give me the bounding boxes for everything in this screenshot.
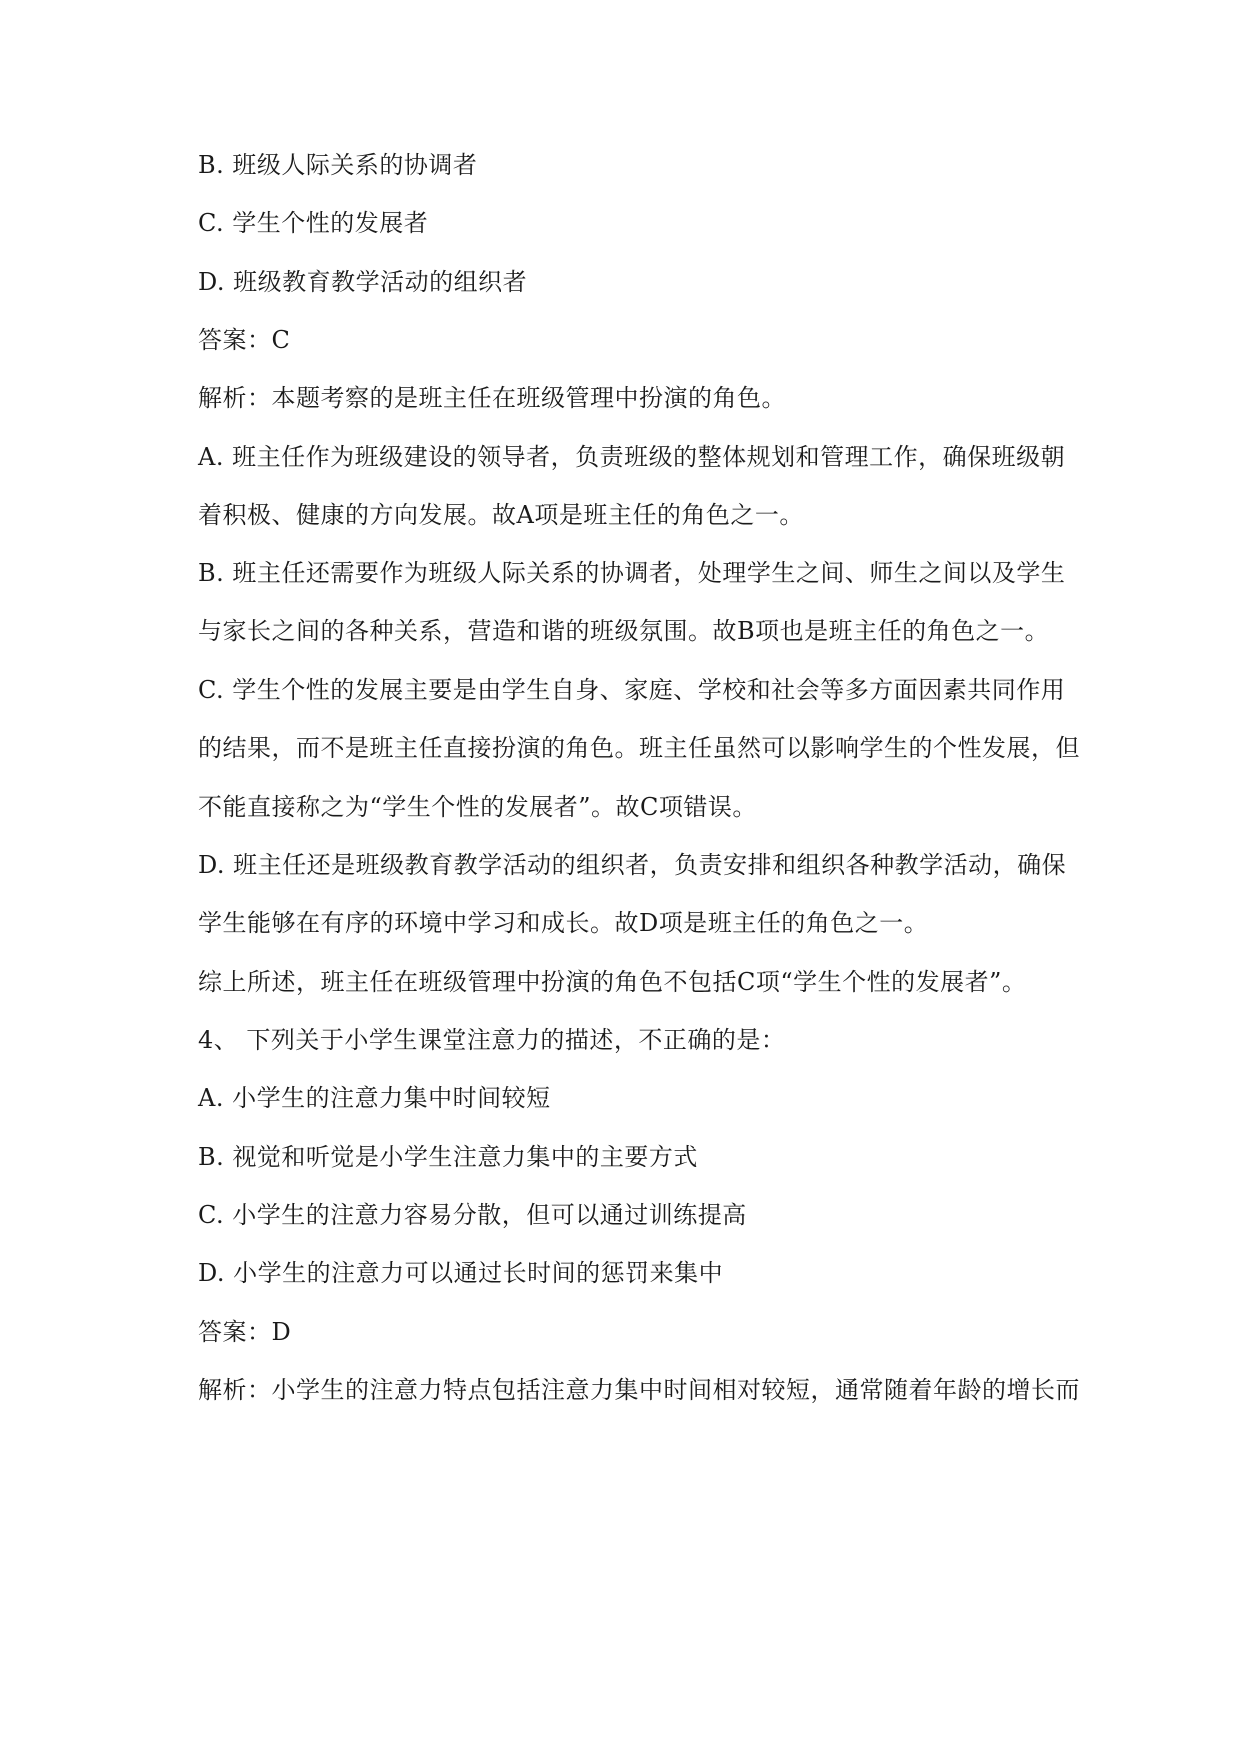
paragraph-line: 与家长之间的各种关系，营造和谐的班级氛围。故B项也是班主任的角色之一。 <box>198 617 1050 645</box>
question-line: 4、 下列关于小学生课堂注意力的描述，不正确的是： <box>198 1026 786 1054</box>
paragraph-line: 不能直接称之为“学生个性的发展者”。故C项错误。 <box>198 793 757 821</box>
paragraph-line: D. 班主任还是班级教育教学活动的组织者，负责安排和组织各种教学活动，确保 <box>198 851 1067 879</box>
paragraph-line: 的结果，而不是班主任直接扮演的角色。班主任虽然可以影响学生的个性发展，但 <box>198 734 1080 762</box>
option-d-line: D. 班级教育教学活动的组织者 <box>198 268 528 296</box>
paragraph-line: A. 班主任作为班级建设的领导者，负责班级的整体规划和管理工作，确保班级朝 <box>198 443 1066 471</box>
paragraph-line: B. 班主任还需要作为班级人际关系的协调者，处理学生之间、师生之间以及学生 <box>198 559 1066 587</box>
summary-line: 综上所述，班主任在班级管理中扮演的角色不包括C项“学生个性的发展者”。 <box>198 968 1027 996</box>
paragraph-line: 学生能够在有序的环境中学习和成长。故D项是班主任的角色之一。 <box>198 909 929 937</box>
option-d-line: D. 小学生的注意力可以通过长时间的惩罚来集中 <box>198 1259 724 1287</box>
option-b-line: B. 视觉和听觉是小学生注意力集中的主要方式 <box>198 1143 698 1171</box>
analysis-line: 解析：小学生的注意力特点包括注意力集中时间相对较短，通常随着年龄的增长而 <box>198 1376 1080 1404</box>
paragraph-line: C. 学生个性的发展主要是由学生自身、家庭、学校和社会等多方面因素共同作用 <box>198 676 1066 704</box>
option-c-line: C. 小学生的注意力容易分散，但可以通过训练提高 <box>198 1201 747 1229</box>
option-c-line: C. 学生个性的发展者 <box>198 209 429 237</box>
answer-line: 答案：D <box>198 1318 292 1346</box>
answer-line: 答案：C <box>198 326 291 354</box>
paragraph-line: 着积极、健康的方向发展。故A项是班主任的角色之一。 <box>198 501 804 529</box>
analysis-line: 解析：本题考察的是班主任在班级管理中扮演的角色。 <box>198 384 786 412</box>
option-b-line: B. 班级人际关系的协调者 <box>198 151 478 179</box>
option-a-line: A. 小学生的注意力集中时间较短 <box>198 1084 551 1112</box>
